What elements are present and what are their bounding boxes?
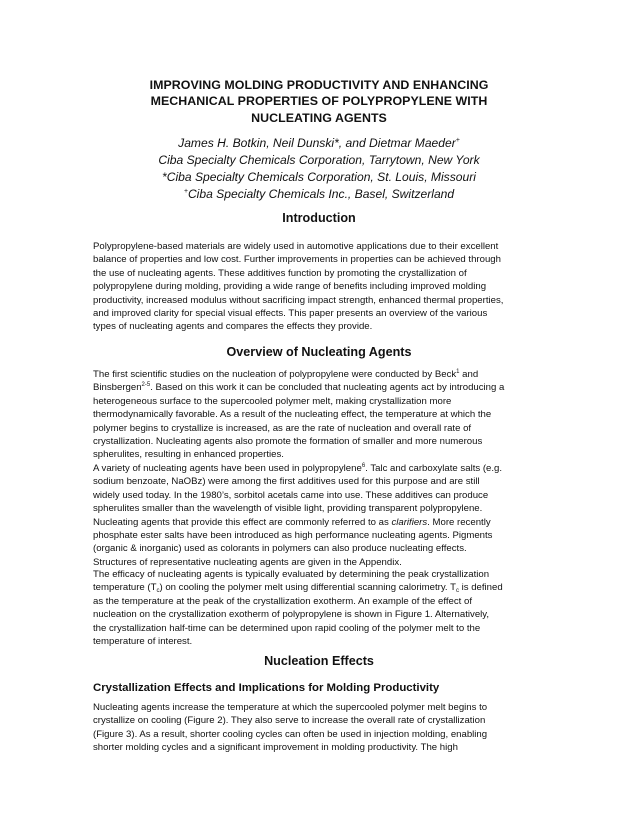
nucleation-paragraph: Nucleating agents increase the temperature at which the supercooled polymer melt begins to crystallize on cooling (Figure 2). They also serve to increase the overall rate of crystallization (Figure 3). As a result, shorter cooling cycles can often be used in injection molding, enabling shorter molding cycles and a significant improvement in molding productivity. The high — [93, 702, 488, 754]
affiliation-line: Ciba Specialty Chemicals Corporation, Tarrytown, New York — [158, 153, 480, 167]
affiliation-line: *Ciba Specialty Chemicals Corporation, St. Louis, Missouri — [162, 170, 476, 184]
title-line: IMPROVING MOLDING PRODUCTIVITY AND ENHANCING — [149, 78, 489, 92]
overview-paragraph-3: The efficacy of nucleating agents is typically evaluated by determining the peak crystallization temperature $(T_c)$ on cooling the polymer melt using differential scanning calorimetry. $T_c$ is defined as the temperature at the peak of the crystallization exotherm. An example of the effect of nucleation on the crystallization exotherm of polypropylene is shown in Figure 1. Alternatively, the crystallization half-time can be determined upon rapid cooling of the polymer melt to the temperature of interest. — [93, 569, 503, 648]
affiliation-line: +Ciba Specialty Chemicals Inc., Basel, Switzerland — [183, 187, 455, 201]
introduction-paragraph: Polypropylene-based materials are widely used in automotive applications due to their excellent balance of properties and low cost. Further improvements in properties can be achieved through the use of nucleating agents. These additives function by promoting the crystallization of polypropylene during molding, providing a wide range of benefits including improved molding productivity, increased modulus without sacrificing impact strength, enhanced thermal properties, and improved clarity for special visual effects. This paper presents an overview of the various types of nucleating agents and compares the effects they provide. — [93, 241, 504, 333]
title-line: MECHANICAL PROPERTIES OF POLYPROPYLENE WITH — [150, 94, 488, 109]
affiliation-mark: + — [183, 188, 188, 195]
title-line: NUCLEATING AGENTS — [251, 110, 387, 125]
overview-paragraph-2: A variety of nucleating agents have been used in polypropylene$^6$. Talc and carboxylate salts (e.g. sodium benzoate, NaOBz) were among the first additives used for this purpose and are still widely used today. In the 1980’s, sorbitol acetals came into use. These additives can produce spherulites smaller than the wavelength of visible light, providing transparent polypropylene. Nucleating agents that provide this effect are commonly referred to as clarifiers. More recently phosphate ester salts have been introduced as high performance nucleating agents. Pigments (organic & inorganic) used as colorants in polymers can also produce nucleating effects. Structures of representative nucleating agents are given in the Appendix. — [93, 463, 503, 568]
overview-heading: Overview of Nucleating Agents — [226, 345, 412, 359]
nucleation-effects-heading: Nucleation Effects — [264, 654, 374, 668]
author-names: James H. Botkin, Neil Dunski*, and Dietmar Maeder+ — [178, 136, 460, 150]
crystallization-subheading: Crystallization Effects and Implications for Molding Productivity — [93, 682, 440, 694]
introduction-heading: Introduction — [282, 211, 356, 225]
affiliation-mark: + — [455, 137, 460, 144]
author-block — [0, 135, 638, 203]
paper-title — [0, 77, 638, 126]
overview-paragraph-1: The first scientific studies on the nucleation of polypropylene were conducted by Beck$^1$ and Binsbergen$^{2-5}$. Based on this work it can be concluded that nucleating agents act by introducing a heterogeneous surface to the supercooled polymer melt, making crystallization more thermodynamically favorable. As a result of the nucleating effect, the temperature at which the polymer begins to crystallize is increased, as are the rate of nucleation and overall rate of crystallization. Nucleating agents also promote the formation of smaller and more numerous spherulites, resulting in enhanced properties. — [93, 369, 505, 461]
